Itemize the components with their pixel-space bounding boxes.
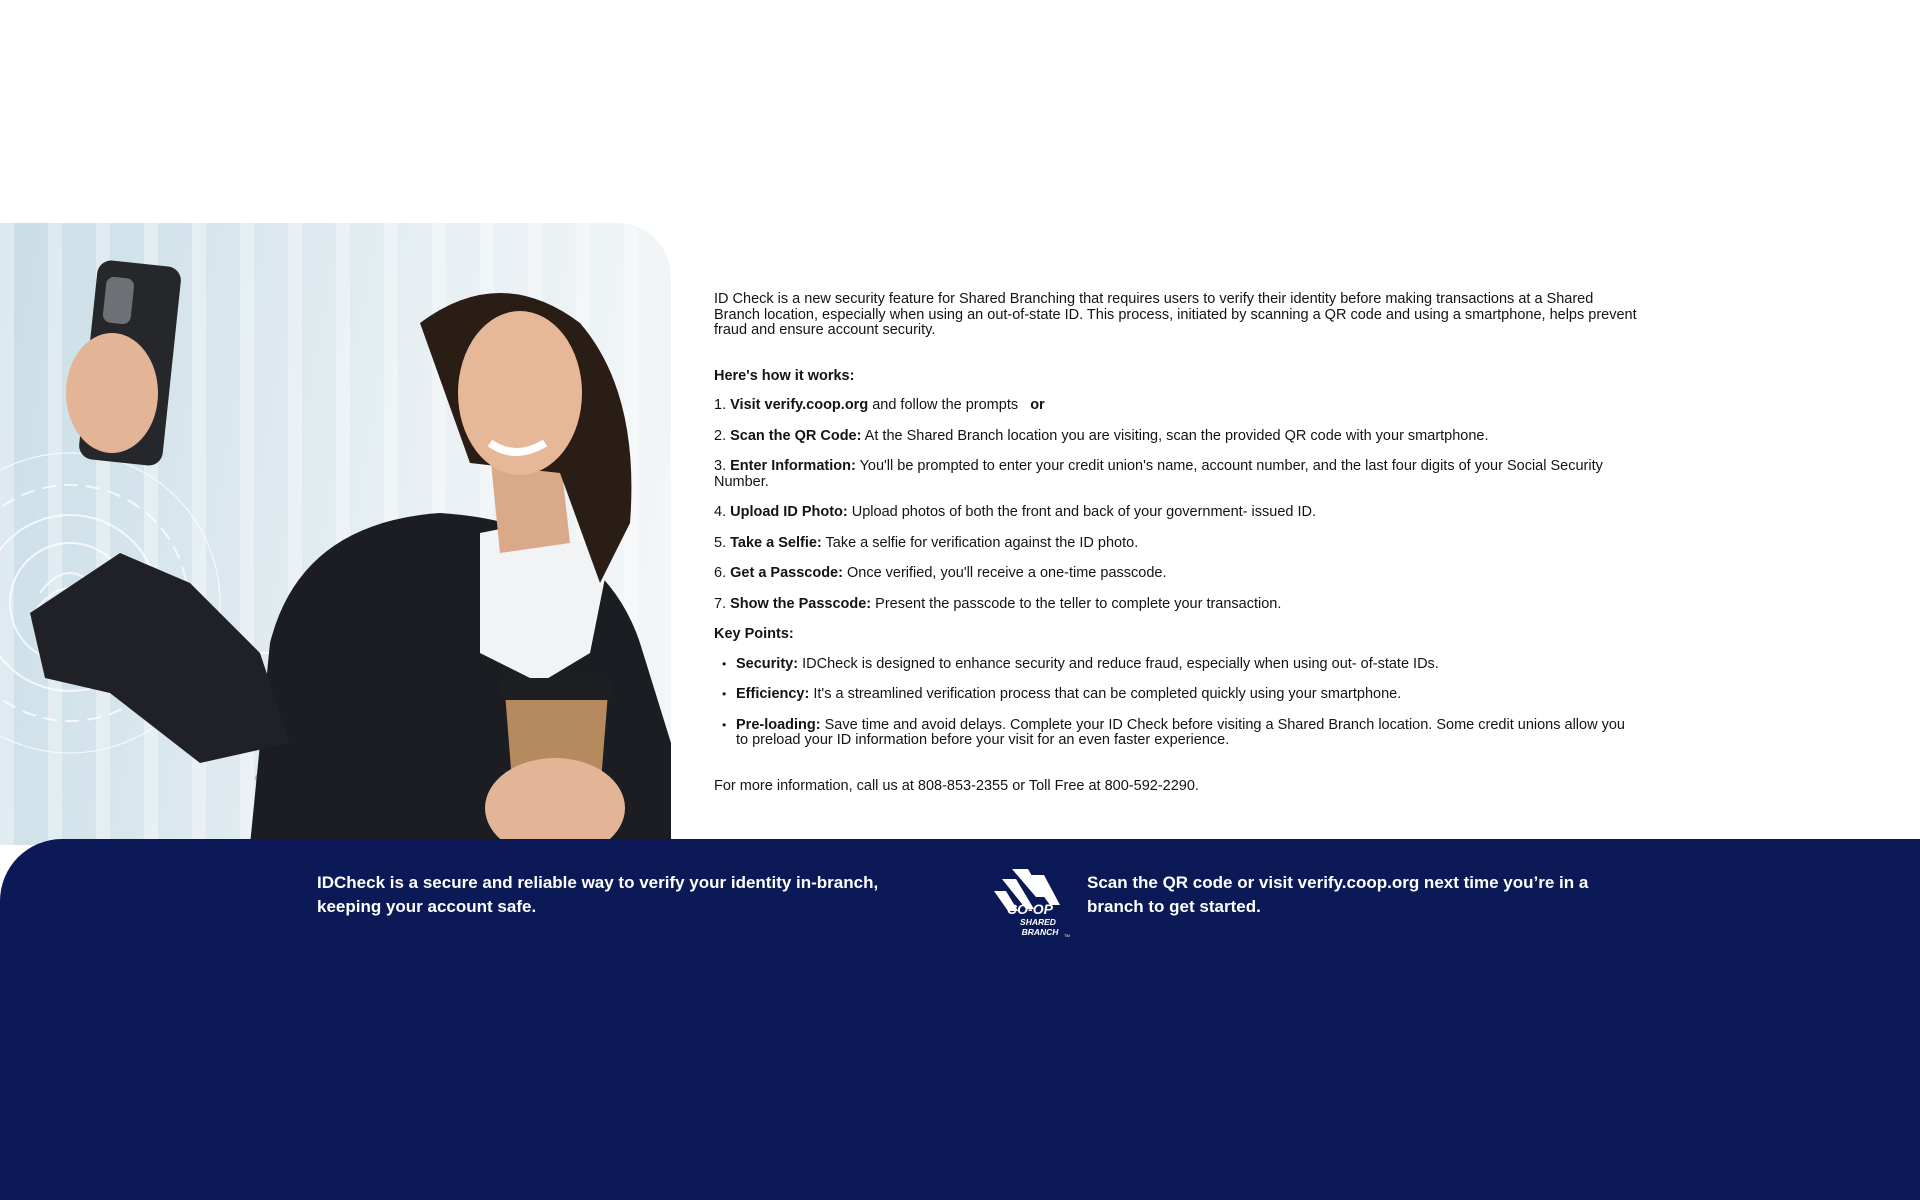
step-1: 1. Visit verify.coop.org and follow the prompts or [714, 397, 1045, 413]
hero-illustration [0, 223, 671, 845]
footer-right-text: Scan the QR code or visit verify.coop.org next time you’re in a branch to get started. [1087, 873, 1589, 916]
svg-text:SHARED: SHARED [1020, 917, 1056, 927]
footer-left-text: IDCheck is a secure and reliable way to verify your identity in-branch, keeping your account safe. [317, 873, 879, 916]
step-2: 2. Scan the QR Code: At the Shared Branch location you are visiting, scan the provided QR code with your smartphone. [714, 427, 1489, 444]
key-point-security: • Security: IDCheck is designed to enhance security and reduce fraud, especially when using out- of-state IDs. [722, 657, 1639, 673]
contact-info: For more information, call us at 808-853-2355 or Toll Free at 800-592-2290. [714, 777, 1199, 794]
step-7: 7. Show the Passcode: Present the passcode to the teller to complete your transaction. [714, 595, 1282, 612]
key-point-preloading: • Pre-loading: Save time and avoid delays. Complete your ID Check before visiting a Shared Branch location. Some credit unions allow you to preload your ID information before your visit for an even faster experience. [722, 718, 1639, 749]
step-5: 5. Take a Selfie: Take a selfie for verification against the ID photo. [714, 534, 1139, 551]
hero-image [0, 223, 671, 845]
key-points-heading: Key Points: [714, 626, 794, 642]
svg-text:BRANCH: BRANCH [1021, 927, 1059, 937]
svg-text:TM: TM [1064, 933, 1070, 938]
step-6: 6. Get a Passcode: Once verified, you'll receive a one-time passcode. [714, 565, 1167, 581]
step-3: 3. Enter Information: You'll be prompted to enter your credit union's name, account number, and the last four digits of your Social Security Number. [714, 458, 1603, 490]
footer-banner [0, 839, 1920, 1200]
verify-link[interactable]: Visit verify.coop.org [730, 397, 869, 413]
how-it-works-heading: Here's how it works: [714, 367, 855, 384]
svg-text:CO-OP: CO-OP [1007, 901, 1053, 917]
coop-shared-branch-logo-icon [988, 867, 1072, 939]
intro-paragraph: ID Check is a new security feature for Shared Branching that requires users to verify their identity before making transactions at a Shared Branch location, especially when using an out-of-state ID. This process, initiated by scanning a QR code and using a smartphone, helps prevent fraud and ensure account security. [714, 291, 1637, 338]
step-4: 4. Upload ID Photo: Upload photos of both the front and back of your government- issued ID. [714, 504, 1317, 520]
key-points-list [714, 657, 1639, 749]
key-point-efficiency: • Efficiency: It's a streamlined verification process that can be completed quickly using your smartphone. [722, 687, 1639, 703]
arm [30, 553, 290, 763]
id-check-content [714, 292, 1639, 794]
